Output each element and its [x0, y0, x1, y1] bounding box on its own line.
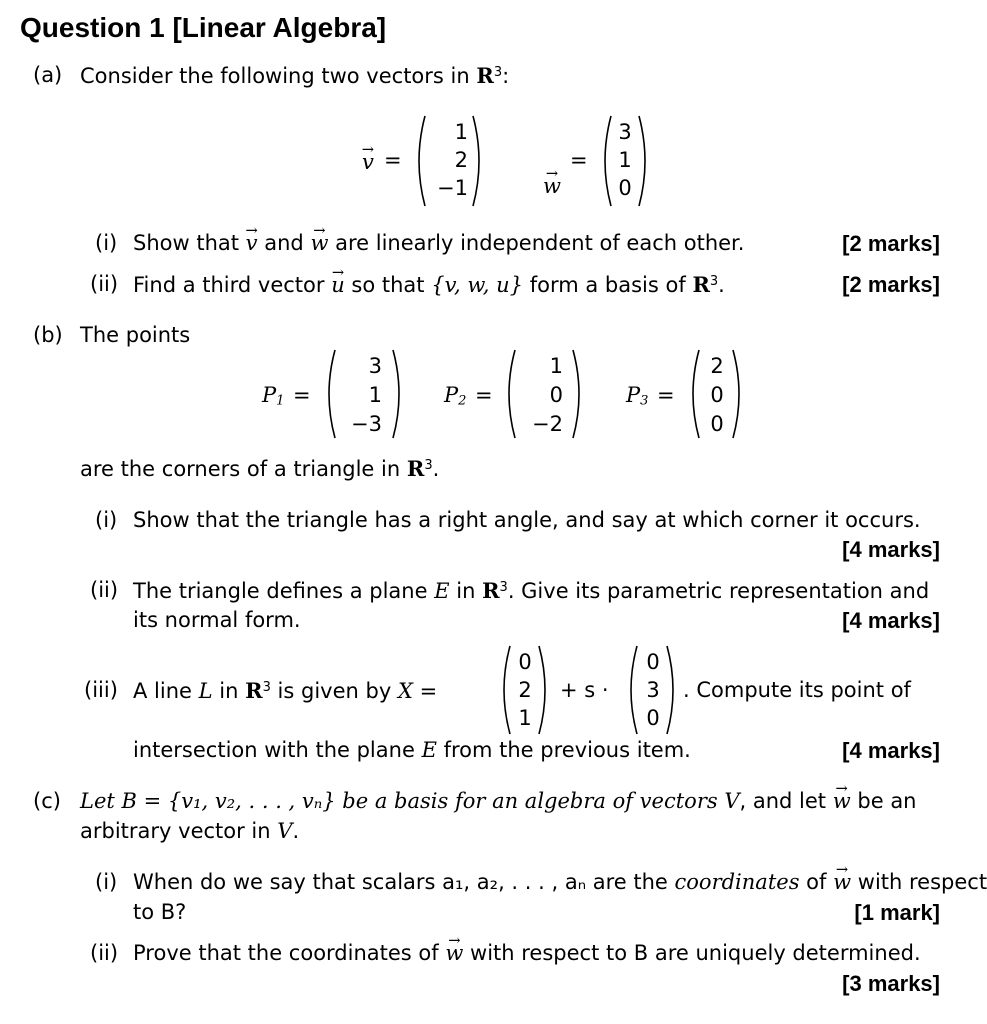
base-entry: 1	[518, 706, 532, 730]
p2-entry: 0	[549, 383, 563, 407]
vector-v-symbol: → v	[362, 152, 374, 173]
a-ii-text: Find a third vector → u so that {v, w, u} form a basis of $R^3$.	[133, 274, 725, 296]
left-paren	[686, 348, 702, 440]
c-ii-text: Prove that the coordinates of → w with respect to B are uniquely determined.	[133, 943, 921, 964]
b-i-marks: [4 marks]	[842, 537, 940, 562]
p3-entry: 2	[710, 354, 724, 378]
part-b-intro: The points	[80, 323, 191, 347]
a-ii-marks: [2 marks]	[842, 272, 940, 297]
dir-entry: 3	[646, 678, 660, 702]
right-paren	[470, 114, 486, 208]
b-iii-text-end: . Compute its point of	[683, 678, 911, 702]
p2-entry: −2	[532, 412, 563, 436]
p1-entry: −3	[351, 412, 382, 436]
b-iii-marks: [4 marks]	[842, 738, 940, 763]
part-a-intro: Consider the following two vectors in $R^3$:	[80, 63, 510, 88]
a-ii-label: (ii)	[90, 272, 119, 296]
b-ii-text-line2: its normal form.	[133, 608, 301, 632]
right-paren	[636, 114, 652, 208]
c-i-label: (i)	[95, 870, 118, 894]
b-ii-text-line1: The triangle defines a plane E in $R^3$. Give its parametric representation and	[133, 578, 930, 603]
b-ii-label: (ii)	[90, 578, 119, 602]
vector-w-equation: → w = 3 1 0	[0, 24, 987, 48]
v-entry: 1	[454, 120, 468, 144]
b-iii-label: (iii)	[84, 678, 118, 702]
part-a-label: (a)	[33, 63, 63, 87]
a-i-text: Show that → v and → w are linearly independent of each other.	[133, 233, 744, 254]
v-entry: −1	[437, 176, 468, 200]
p1-entry: 1	[368, 383, 382, 407]
right-paren	[664, 644, 680, 736]
b-iii-text-line2: intersection with the plane E from the previous item.	[133, 738, 691, 762]
dir-entry: 0	[646, 650, 660, 674]
plus-s: + s ·	[560, 678, 609, 702]
w-entry: 3	[618, 120, 632, 144]
right-paren	[390, 348, 406, 440]
b-i-label: (i)	[95, 508, 118, 532]
w-entry: 1	[618, 148, 632, 172]
part-b-label: (b)	[33, 323, 63, 347]
part-c-text-line2: arbitrary vector in V.	[80, 819, 300, 843]
b-i-text: Show that the triangle has a right angle, and say at which corner it occurs.	[133, 508, 921, 532]
part-c-text-line1: Let B = {v₁, v₂, . . . , vₙ} be a basis for an algebra of vectors V, and let → w be an	[80, 791, 917, 812]
p3-entry: 0	[710, 383, 724, 407]
c-i-text-line1: When do we say that scalars a₁, a₂, . . . , aₙ are the coordinates of → w with respect	[133, 872, 987, 893]
base-entry: 2	[518, 678, 532, 702]
c-ii-marks: [3 marks]	[842, 971, 940, 996]
question-title: Question 1 [Linear Algebra]	[20, 12, 387, 43]
vector-w-symbol: → w	[543, 176, 561, 197]
p2-entry: 1	[549, 354, 563, 378]
p3-entry: 0	[710, 412, 724, 436]
a-i-label: (i)	[95, 231, 118, 255]
base-entry: 0	[518, 650, 532, 674]
c-ii-label: (ii)	[90, 941, 119, 965]
right-paren	[730, 348, 746, 440]
a-i-marks: [2 marks]	[842, 231, 940, 256]
v-entry: 2	[454, 148, 468, 172]
b-ii-marks: [4 marks]	[842, 608, 940, 633]
dir-entry: 0	[646, 706, 660, 730]
w-entry: 0	[618, 176, 632, 200]
c-i-text-line2: to B?	[133, 900, 187, 924]
p1-entry: 3	[368, 354, 382, 378]
part-b-outro: are the corners of a triangle in $R^3$.	[80, 456, 440, 481]
right-paren	[570, 348, 586, 440]
c-i-marks: [1 mark]	[854, 900, 940, 925]
right-paren	[536, 644, 552, 736]
b-iii-text-start: A line L in $R^3$ is given by X =	[133, 678, 438, 703]
vector-v-equation: → v = 1 2 −1	[0, 0, 987, 24]
part-c-label: (c)	[33, 789, 61, 813]
